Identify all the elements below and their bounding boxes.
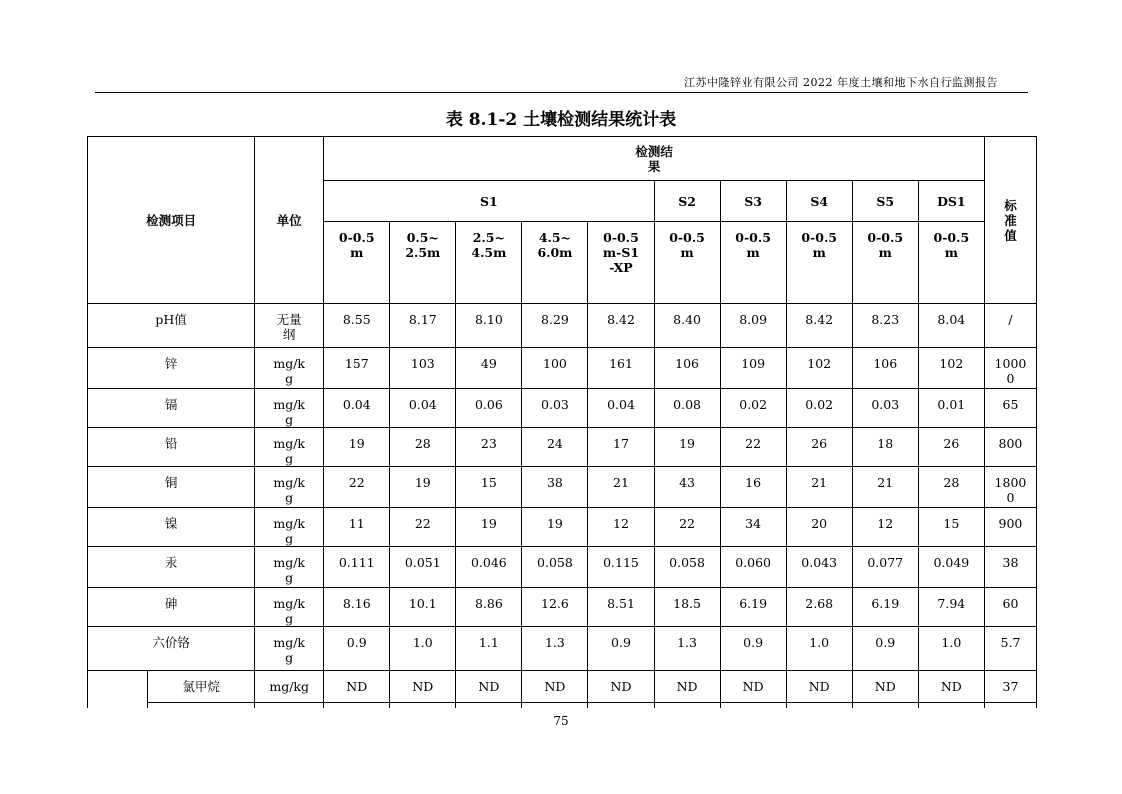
value-cell: 0.077 <box>852 547 918 588</box>
value-cell: 22 <box>324 467 390 508</box>
value-cell <box>720 703 786 709</box>
item-name: 铅 <box>88 428 255 467</box>
unit-cell: mg/kg <box>255 428 324 467</box>
value-cell: 0.060 <box>720 547 786 588</box>
value-cell: 8.17 <box>390 304 456 348</box>
value-cell: 0.058 <box>654 547 720 588</box>
value-cell: 6.19 <box>720 588 786 627</box>
value-cell: 157 <box>324 348 390 389</box>
value-cell: 8.29 <box>522 304 588 348</box>
site-header: DS1 <box>918 181 984 222</box>
depth-header: 0.5~2.5m <box>390 222 456 304</box>
item-name: 砷 <box>88 588 255 627</box>
value-cell: 0.058 <box>522 547 588 588</box>
standard-cell: 60 <box>984 588 1036 627</box>
unit-cell: mg/kg <box>255 627 324 671</box>
value-cell: 109 <box>720 348 786 389</box>
value-cell: 0.9 <box>588 627 654 671</box>
value-cell: 0.9 <box>852 627 918 671</box>
value-cell: 28 <box>390 428 456 467</box>
value-cell: 102 <box>786 348 852 389</box>
value-cell: 8.40 <box>654 304 720 348</box>
depth-header: 0-0.5m <box>786 222 852 304</box>
value-cell: 103 <box>390 348 456 389</box>
value-cell: 0.043 <box>786 547 852 588</box>
value-cell <box>654 703 720 709</box>
value-cell: 15 <box>456 467 522 508</box>
table-row <box>88 671 1037 703</box>
value-cell: 7.94 <box>918 588 984 627</box>
standard-cell: 900 <box>984 508 1036 547</box>
value-cell: 28 <box>918 467 984 508</box>
value-cell: 0.04 <box>324 389 390 428</box>
value-cell: 1.3 <box>522 627 588 671</box>
standard-cell: 38 <box>984 547 1036 588</box>
value-cell: 21 <box>852 467 918 508</box>
value-cell: ND <box>456 671 522 703</box>
value-cell <box>918 703 984 709</box>
standard-cell: 37 <box>984 671 1036 703</box>
unit-cell <box>255 703 324 709</box>
value-cell: 16 <box>720 467 786 508</box>
header-standard: 标准值 <box>984 137 1036 304</box>
unit-cell: mg/kg <box>255 348 324 389</box>
depth-header: 0-0.5m <box>324 222 390 304</box>
table-row <box>88 467 1037 508</box>
unit-cell: mg/kg <box>255 508 324 547</box>
value-cell: 0.051 <box>390 547 456 588</box>
value-cell: 8.23 <box>852 304 918 348</box>
value-cell: 1.0 <box>390 627 456 671</box>
value-cell: ND <box>918 671 984 703</box>
value-cell: 12 <box>852 508 918 547</box>
value-cell: 0.02 <box>720 389 786 428</box>
value-cell: 12 <box>588 508 654 547</box>
depth-header: 0-0.5m <box>918 222 984 304</box>
value-cell: 26 <box>918 428 984 467</box>
value-cell <box>522 703 588 709</box>
value-cell: 1.3 <box>654 627 720 671</box>
value-cell: 22 <box>654 508 720 547</box>
standard-cell: 10000 <box>984 348 1036 389</box>
value-cell: ND <box>654 671 720 703</box>
site-header: S3 <box>720 181 786 222</box>
value-cell: ND <box>588 671 654 703</box>
value-cell: 8.51 <box>588 588 654 627</box>
value-cell: 0.04 <box>390 389 456 428</box>
value-cell: 19 <box>390 467 456 508</box>
value-cell: 43 <box>654 467 720 508</box>
unit-cell: mg/kg <box>255 467 324 508</box>
standard-cell: 800 <box>984 428 1036 467</box>
value-cell <box>588 703 654 709</box>
value-cell: 1.0 <box>786 627 852 671</box>
depth-header: 0-0.5m <box>720 222 786 304</box>
value-cell: 23 <box>456 428 522 467</box>
value-cell: 11 <box>324 508 390 547</box>
standard-cell: 18000 <box>984 467 1036 508</box>
group-label <box>88 671 148 709</box>
value-cell <box>324 703 390 709</box>
value-cell: 102 <box>918 348 984 389</box>
table-row <box>88 627 1037 671</box>
value-cell: 21 <box>786 467 852 508</box>
item-name: 镉 <box>88 389 255 428</box>
value-cell: 6.19 <box>852 588 918 627</box>
header-rule <box>95 92 1028 93</box>
value-cell: 8.55 <box>324 304 390 348</box>
standard-cell <box>984 703 1036 709</box>
table-row <box>88 508 1037 547</box>
value-cell: 106 <box>654 348 720 389</box>
value-cell: 8.04 <box>918 304 984 348</box>
value-cell: 0.03 <box>852 389 918 428</box>
value-cell <box>852 703 918 709</box>
site-header: S2 <box>654 181 720 222</box>
value-cell: 8.09 <box>720 304 786 348</box>
depth-header: 0-0.5m <box>852 222 918 304</box>
standard-cell: 65 <box>984 389 1036 428</box>
value-cell: 20 <box>786 508 852 547</box>
unit-cell: 无量纲 <box>255 304 324 348</box>
value-cell: 19 <box>654 428 720 467</box>
value-cell: 2.68 <box>786 588 852 627</box>
value-cell: 22 <box>720 428 786 467</box>
value-cell: 0.049 <box>918 547 984 588</box>
header-item: 检测项目 <box>88 137 255 304</box>
item-name: 铜 <box>88 467 255 508</box>
value-cell: 0.02 <box>786 389 852 428</box>
value-cell: ND <box>786 671 852 703</box>
depth-header: 2.5~4.5m <box>456 222 522 304</box>
value-cell <box>456 703 522 709</box>
value-cell: 8.42 <box>588 304 654 348</box>
site-header: S4 <box>786 181 852 222</box>
value-cell: 8.42 <box>786 304 852 348</box>
table-row <box>88 428 1037 467</box>
value-cell: 8.10 <box>456 304 522 348</box>
value-cell: 18.5 <box>654 588 720 627</box>
table-row <box>88 703 1037 709</box>
value-cell: 49 <box>456 348 522 389</box>
value-cell: 0.04 <box>588 389 654 428</box>
value-cell: 15 <box>918 508 984 547</box>
value-cell: 10.1 <box>390 588 456 627</box>
value-cell: 21 <box>588 467 654 508</box>
value-cell: 0.08 <box>654 389 720 428</box>
value-cell: 8.16 <box>324 588 390 627</box>
table-row <box>88 348 1037 389</box>
unit-cell: mg/kg <box>255 547 324 588</box>
value-cell <box>390 703 456 709</box>
unit-cell: mg/kg <box>255 588 324 627</box>
value-cell: 17 <box>588 428 654 467</box>
value-cell: 0.115 <box>588 547 654 588</box>
value-cell: 0.01 <box>918 389 984 428</box>
item-name: pH值 <box>88 304 255 348</box>
value-cell: 19 <box>522 508 588 547</box>
item-name: 汞 <box>88 547 255 588</box>
unit-cell: mg/kg <box>255 671 324 703</box>
value-cell: 38 <box>522 467 588 508</box>
item-name: 镍 <box>88 508 255 547</box>
value-cell: 19 <box>456 508 522 547</box>
value-cell: ND <box>852 671 918 703</box>
table-row <box>88 588 1037 627</box>
sub-item-name: 氯甲烷 <box>148 671 255 703</box>
value-cell: 0.111 <box>324 547 390 588</box>
standard-cell: / <box>984 304 1036 348</box>
value-cell: 0.06 <box>456 389 522 428</box>
header-unit: 单位 <box>255 137 324 304</box>
depth-header: 0-0.5m-S1-XP <box>588 222 654 304</box>
value-cell: 19 <box>324 428 390 467</box>
value-cell: 0.9 <box>720 627 786 671</box>
value-cell: 0.9 <box>324 627 390 671</box>
value-cell: 18 <box>852 428 918 467</box>
table-row <box>88 389 1037 428</box>
site-header: S5 <box>852 181 918 222</box>
value-cell <box>786 703 852 709</box>
soil-results-table <box>87 136 1037 708</box>
value-cell: ND <box>324 671 390 703</box>
unit-cell: mg/kg <box>255 389 324 428</box>
depth-header: 0-0.5m <box>654 222 720 304</box>
value-cell: 12.6 <box>522 588 588 627</box>
header-results: 检测结果 <box>324 137 985 181</box>
value-cell: 8.86 <box>456 588 522 627</box>
table-row <box>88 547 1037 588</box>
page-number: 75 <box>553 714 569 728</box>
item-name: 锌 <box>88 348 255 389</box>
running-header: 江苏中隆锌业有限公司 2022 年度土壤和地下水自行监测报告 <box>684 76 998 89</box>
standard-cell: 5.7 <box>984 627 1036 671</box>
depth-header: 4.5~6.0m <box>522 222 588 304</box>
value-cell: 106 <box>852 348 918 389</box>
table-title: 表 8.1-2 土壤检测结果统计表 <box>445 110 677 130</box>
value-cell: 24 <box>522 428 588 467</box>
value-cell: 161 <box>588 348 654 389</box>
item-name: 六价铬 <box>88 627 255 671</box>
sub-item-name <box>148 703 255 709</box>
value-cell: ND <box>390 671 456 703</box>
value-cell: 1.0 <box>918 627 984 671</box>
table-container <box>87 136 1037 708</box>
value-cell: 0.03 <box>522 389 588 428</box>
value-cell: 26 <box>786 428 852 467</box>
value-cell: 1.1 <box>456 627 522 671</box>
value-cell: ND <box>522 671 588 703</box>
site-s1: S1 <box>324 181 654 222</box>
value-cell: 22 <box>390 508 456 547</box>
value-cell: 34 <box>720 508 786 547</box>
value-cell: 100 <box>522 348 588 389</box>
value-cell: ND <box>720 671 786 703</box>
table-row <box>88 304 1037 348</box>
value-cell: 0.046 <box>456 547 522 588</box>
